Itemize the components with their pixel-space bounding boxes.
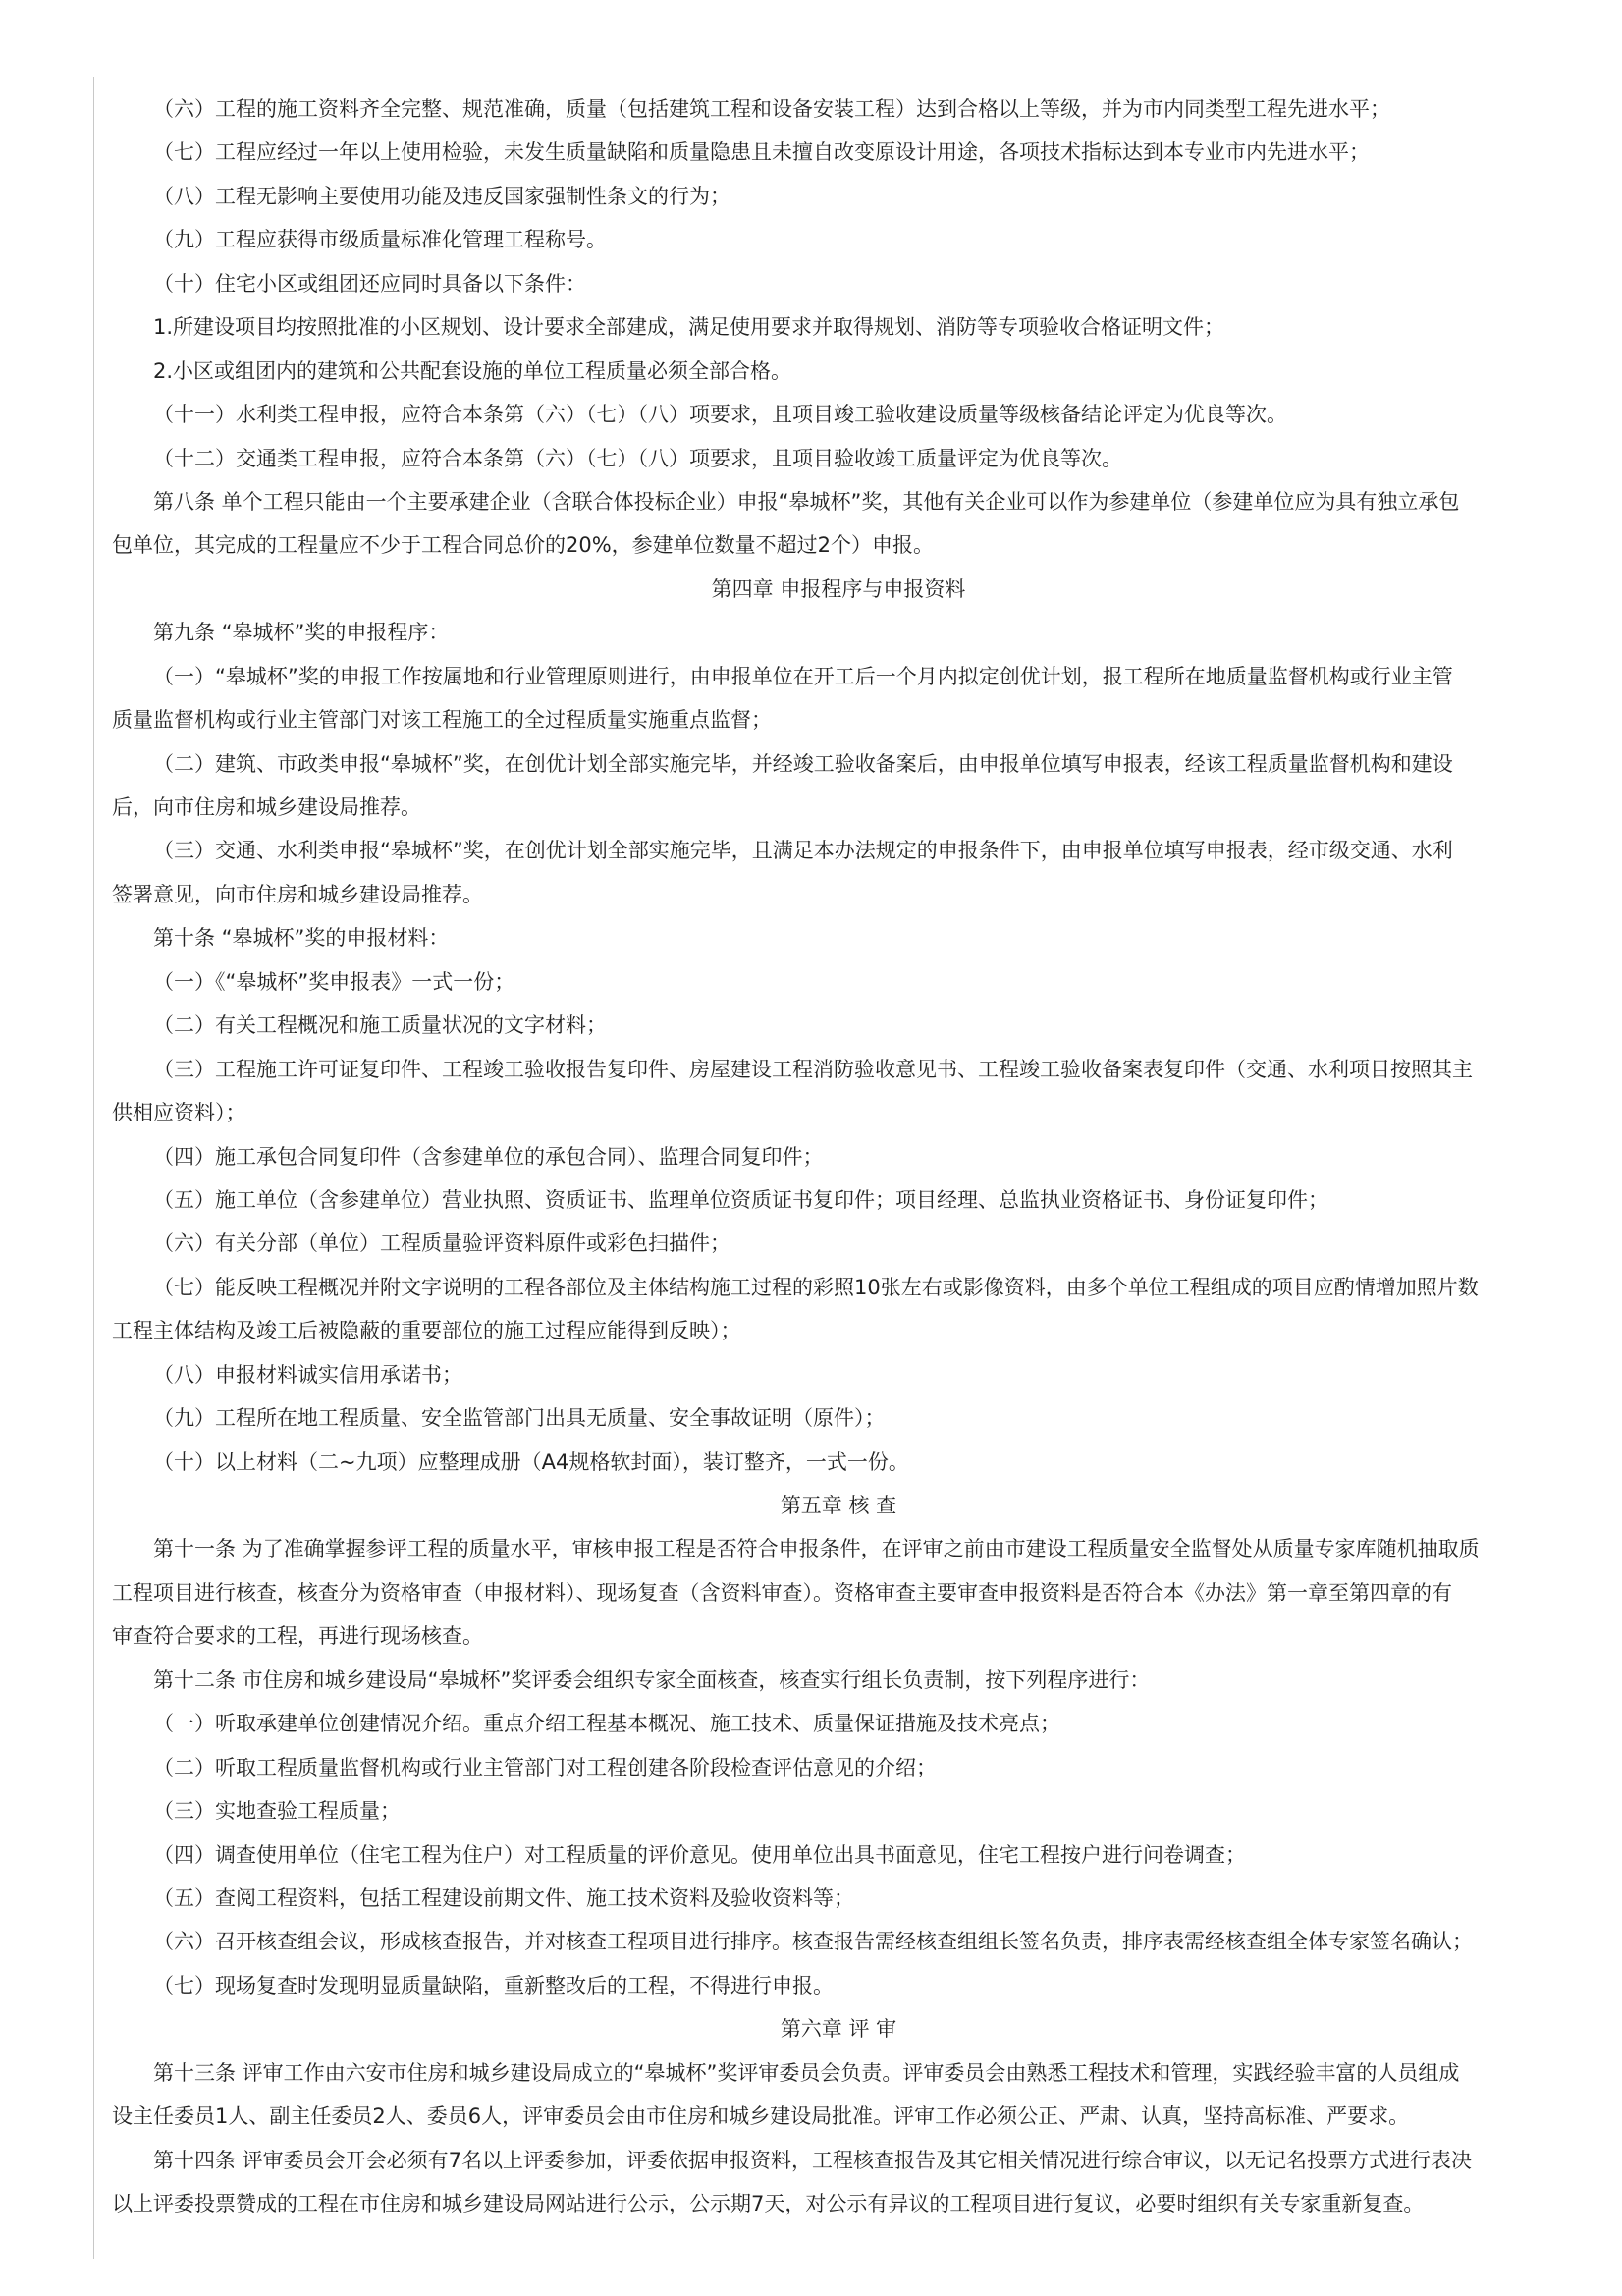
text-line: 工程主体结构及竣工后被隐蔽的重要部位的施工过程应能得到反映）； xyxy=(112,1319,741,1343)
text-line: （十二）交通类工程申报，应符合本条第（六）（七）（八）项要求，且项目验收竣工质量评定为优良等次。 xyxy=(153,446,1122,470)
text-line: 后，向市住房和城乡建设局推荐。 xyxy=(112,795,421,819)
text-line: （五）施工单位（含参建单位）营业执照、资质证书、监理单位资质证书复印件；项目经理、总监执业资格证书、身份证复印件； xyxy=(153,1187,1328,1212)
text-line: （七）能反映工程概况并附文字说明的工程各部位及主体结构施工过程的彩照10张左右或影像资料，由多个单位工程组成的项目应酌情增加照片数 xyxy=(153,1275,1479,1299)
text-line: （二）建筑、市政类申报“皋城杯”奖，在创优计划全部实施完毕，并经竣工验收备案后，由申报单位填写申报表，经该工程质量监督机构和建设 xyxy=(153,751,1453,776)
text-line: （六）工程的施工资料齐全完整、规范准确，质量（包括建筑工程和设备安装工程）达到合格以上等级，并为市内同类型工程先进水平； xyxy=(153,97,1390,121)
text-line: 设主任委员1人、副主任委员2人、委员6人，评审委员会由市住房和城乡建设局批准。评审工作必须公正、严肃、认真，坚持高标准、严要求。 xyxy=(112,2105,1410,2129)
text-line: （十）以上材料（二~九项）应整理成册（A4规格软封面），装订整齐，一式一份。 xyxy=(153,1449,909,1474)
text-line: （一）听取承建单位创建情况介绍。重点介绍工程基本概况、施工技术、质量保证措施及技术亮点； xyxy=(153,1712,1060,1736)
text-line: 以上评委投票赞成的工程在市住房和城乡建设局网站进行公示，公示期7天，对公示有异议的工程项目进行复议，必要时组织有关专家重新复查。 xyxy=(112,2192,1425,2215)
text-line: （十一）水利类工程申报，应符合本条第（六）（七）（八）项要求，且项目竣工验收建设质量等级核备结论评定为优良等次。 xyxy=(153,403,1287,427)
chapter-heading: 第四章 申报程序与申报资料 xyxy=(711,576,966,601)
text-line: （六）有关分部（单位）工程质量验评资料原件或彩色扫描件； xyxy=(153,1231,730,1256)
text-line: （七）工程应经过一年以上使用检验，未发生质量缺陷和质量隐患且未擅自改变原设计用途，各项技术指标达到本专业市内先进水平； xyxy=(153,140,1370,165)
text-line: 第十条 “皋城杯”奖的申报材料： xyxy=(153,926,450,951)
text-line: （七）现场复查时发现明显质量缺陷，重新整改后的工程，不得进行申报。 xyxy=(153,1973,834,1997)
text-line: （九）工程所在地工程质量、安全监管部门出具无质量、安全事故证明（原件）； xyxy=(153,1406,886,1431)
text-line: （十）住宅小区或组团还应同时具备以下条件： xyxy=(153,271,586,296)
text-line: 第十三条 评审工作由六安市住房和城乡建设局成立的“皋城杯”奖评审委员会负责。评审委员会由熟悉工程技术和管理，实践经验丰富的人员组成 xyxy=(153,2060,1460,2085)
text-line: 第八条 单个工程只能由一个主要承建企业（含联合体投标企业）申报“皋城杯”奖，其他有关企业可以作为参建单位（参建单位应为具有独立承包 xyxy=(153,489,1460,514)
text-line: （三）交通、水利类申报“皋城杯”奖，在创优计划全部实施完毕，且满足本办法规定的申报条件下，由申报单位填写申报表，经市级交通、水利 xyxy=(153,839,1453,863)
text-line: 1.所建设项目均按照批准的小区规划、设计要求全部建成，满足使用要求并取得规划、消防等专项验收合格证明文件； xyxy=(153,315,1225,340)
document-body xyxy=(112,87,1565,2225)
text-line: 包单位，其完成的工程量应不少于工程合同总价的20%，参建单位数量不超过2个）申报。 xyxy=(112,533,935,558)
text-line: 第十四条 评审委员会开会必须有7名以上评委参加，评委依据申报资料，工程核查报告及其它相关情况进行综合审议，以无记名投票方式进行表决 xyxy=(153,2148,1473,2172)
text-line: （二）听取工程质量监督机构或行业主管部门对工程创建各阶段检查评估意见的介绍； xyxy=(153,1755,937,1779)
chapter-heading: 第六章 评 审 xyxy=(780,2017,897,2042)
text-line: 2.小区或组团内的建筑和公共配套设施的单位工程质量必须全部合格。 xyxy=(153,358,792,383)
left-margin-rule xyxy=(93,77,94,2259)
text-line: （一）“皋城杯”奖的申报工作按属地和行业管理原则进行，由申报单位在开工后一个月内拟定创优计划，报工程所在地质量监督机构或行业主管 xyxy=(153,664,1453,688)
chapter-heading: 第五章 核 查 xyxy=(780,1494,897,1517)
text-line: 第十二条 市住房和城乡建设局“皋城杯”奖评委会组织专家全面核查，核查实行组长负责制，按下列程序进行： xyxy=(153,1667,1151,1692)
text-line: （五）查阅工程资料，包括工程建设前期文件、施工技术资料及验收资料等； xyxy=(153,1886,854,1910)
text-line: 供相应资料）； xyxy=(112,1101,246,1125)
text-line: （四）施工承包合同复印件（含参建单位的承包合同）、监理合同复印件； xyxy=(153,1144,824,1169)
text-line: （三）实地查验工程质量； xyxy=(153,1799,401,1824)
text-line: （一）《“皋城杯”奖申报表》一式一份； xyxy=(153,969,515,994)
text-line: （八）工程无影响主要使用功能及违反国家强制性条文的行为； xyxy=(153,184,730,208)
text-line: 审查符合要求的工程，再进行现场核查。 xyxy=(112,1624,483,1649)
text-line: （八）申报材料诚实信用承诺书； xyxy=(153,1362,462,1387)
text-line: （九）工程应获得市级质量标准化管理工程称号。 xyxy=(153,228,607,252)
text-line: 第十一条 为了准确掌握参评工程的质量水平，审核申报工程是否符合申报条件，在评审之前由市建设工程质量安全监督处从质量专家库随机抽取质 xyxy=(153,1537,1480,1561)
text-line: 第九条 “皋城杯”奖的申报程序： xyxy=(153,621,450,645)
text-line: 质量监督机构或行业主管部门对该工程施工的全过程质量实施重点监督； xyxy=(112,708,772,733)
text-line: 签署意见，向市住房和城乡建设局推荐。 xyxy=(112,882,483,906)
text-line: （六）召开核查组会议，形成核查报告，并对核查工程项目进行排序。核查报告需经核查组组长签名负责，排序表需经核查组全体专家签名确认； xyxy=(153,1930,1473,1954)
text-line: （三）工程施工许可证复印件、工程竣工验收报告复印件、房屋建设工程消防验收意见书、工程竣工验收备案表复印件（交通、水利项目按照其主 xyxy=(153,1057,1473,1081)
text-line: （二）有关工程概况和施工质量状况的文字材料； xyxy=(153,1013,607,1038)
text-line: （四）调查使用单位（住宅工程为住户）对工程质量的评价意见。使用单位出具书面意见，住宅工程按户进行问卷调查； xyxy=(153,1842,1246,1867)
text-line: 工程项目进行核查，核查分为资格审查（申报材料）、现场复查（含资料审查）。资格审查主要审查申报资料是否符合本《办法》第一章至第四章的有 xyxy=(112,1580,1452,1605)
